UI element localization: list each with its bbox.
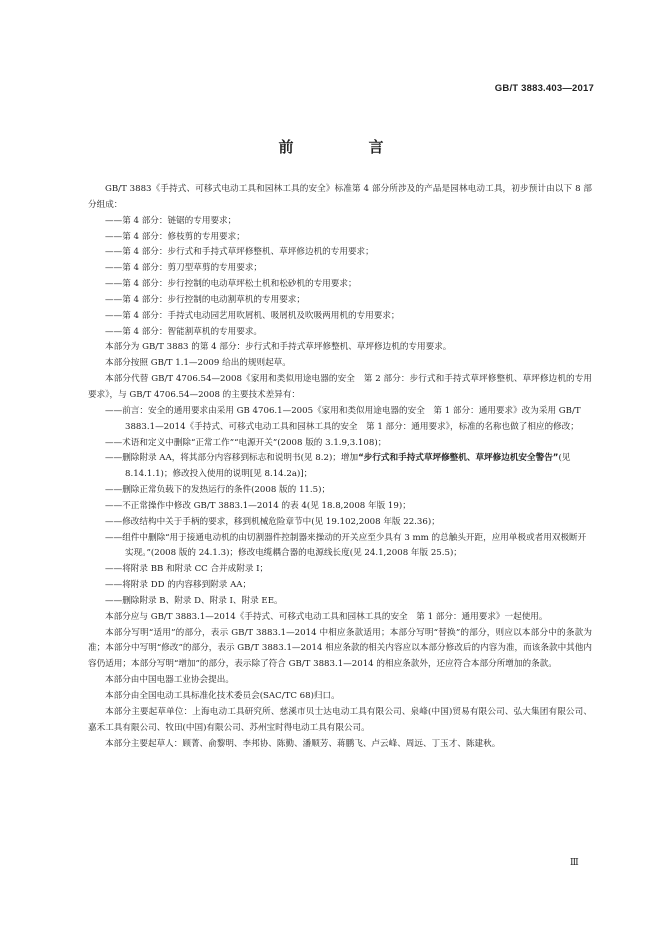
part-item: ——第 4 部分：剪刀型草剪的专用要求； xyxy=(105,263,263,274)
change-item: ——术语和定义中删除“正常工作”“电源开关”(2008 版的 3.1.9,3.108)； xyxy=(105,437,387,448)
part-item: ——第 4 部分：链锯的专用要求； xyxy=(105,215,237,226)
proposed-paragraph: 本部分由中国电器工业协会提出。 xyxy=(105,675,234,686)
relation-paragraph: 本部分应与 GB/T 3883.1—2014《手持式、可移式电动工具和园林工具的安全 第 1 部分：通用要求》一起使用。 xyxy=(105,611,548,622)
change-item: ——修改结构中关于手柄的要求，移到机械危险章节中(见 19.102,2008 年版 22.36)； xyxy=(105,516,440,527)
page-title: 前 言 xyxy=(278,138,414,156)
change-item: ——删除附录 B、附录 D、附录 I、附录 EE。 xyxy=(105,595,283,606)
change-text: (见 8.14.1.1)；修改投入使用的说明[见 8.14.2a)]； xyxy=(125,453,571,480)
change-item: ——不正常操作中修改 GB/T 3883.1—2014 的表 4(见 18.8,2008 年版 19)； xyxy=(105,500,411,511)
foreword-body xyxy=(88,182,592,752)
drafting-orgs-paragraph: 本部分主要起草单位：上海电动工具研究所、慈溪市贝士达电动工具有限公司、泉峰(中国)贸易有限公司、弘大集团有限公司、嘉禾工具有限公司、牧田(中国)有限公司、苏州宝时得电动工具有限公司。 xyxy=(88,706,592,733)
replace-paragraph: 本部分代替 GB/T 4706.54—2008《家用和类似用途电器的安全 第 2 部分：步行式和手持式草坪修整机、草坪修边机的专用要求》，与 GB/T 4706.54—2008 的主要技术差异有： xyxy=(88,374,592,400)
change-item: ——前言：安全的通用要求由采用 GB 4706.1—2005《家用和类似用途电器的安全 第 1 部分：通用要求》改为采用 GB/T 3883.1—2014《手持式、可移式电动工具和园林工具的安全 第 1 部分：通用要求》，标准的名称也做了相应的修改； xyxy=(105,405,581,432)
change-item: ——将附录 BB 和附录 CC 合并成附录 I； xyxy=(105,564,269,575)
part-item: ——第 4 部分：步行控制的电动草坪松土机和松砂机的专用要求； xyxy=(105,279,357,290)
part-item: ——第 4 部分：修枝剪的专用要求； xyxy=(105,231,245,242)
change-item: ——将附录 DD 的内容移到附录 AA； xyxy=(105,580,252,591)
intro-paragraph: GB/T 3883《手持式、可移式电动工具和园林工具的安全》标准第 4 部分所涉及的产品是园林电动工具，初步预计由以下 8 部分组成： xyxy=(88,184,592,210)
document-id: GB/T 3883.403—2017 xyxy=(494,83,594,94)
page-number: Ⅲ xyxy=(570,858,579,868)
rules-paragraph: 本部分按照 GB/T 1.1—2009 给出的规则起草。 xyxy=(105,358,291,369)
part-item: ——第 4 部分：步行控制的电动割草机的专用要求； xyxy=(105,294,305,305)
part-item: ——第 4 部分：智能割草机的专用要求。 xyxy=(105,326,263,337)
this-part-paragraph: 本部分为 GB/T 3883 的第 4 部分：步行式和手持式草坪修整机、草坪修边机的专用要求。 xyxy=(105,342,452,353)
part-item: ——第 4 部分：步行式和手持式草坪修整机、草坪修边机的专用要求； xyxy=(105,247,374,258)
change-text: ——删除附录 AA，将其部分内容移到标志和说明书(见 8.2)；增加 xyxy=(105,453,359,464)
change-item: ——组件中删除“用于接通电动机的由切割器件控制器来操动的开关应至少具有 3 mm 的总触头开距，应用单极或者用双极断开实现。”(2008 版的 24.1.3)；修改电缆耦合器的电源线长度(见 24.1,2008 年版 25.5)； xyxy=(105,532,587,559)
drafters-paragraph: 本部分主要起草人：顾菁、俞黎明、李邦协、陈勤、潘顺芳、蒋鹏飞、卢云峰、周远、丁玉才、陈建秋。 xyxy=(105,738,501,749)
change-item: ——删除正常负载下的发热运行的条件(2008 版的 11.5)； xyxy=(105,485,331,496)
change-text-bold: “步行式和手持式草坪修整机、草坪修边机安全警告” xyxy=(358,453,559,464)
wording-paragraph: 本部分写明“适用”的部分，表示 GB/T 3883.1—2014 中相应条款适用；本部分写明“替换”的部分，则应以本部分中的条款为准；本部分中写明“修改”的部分，表示 GB/T 3883.1—2014 相应条款的相关内容应以本部分修改后的内容为准，而该条款中其他内容仍适用；本部分写明“增加”的部分，表示除了符合 GB/T 3883.1—2014 的相应条款外，还应符合本部分所增加的条款。 xyxy=(88,627,592,670)
change-item xyxy=(88,451,592,483)
part-item: ——第 4 部分：手持式电动园艺用吹屑机、吸屑机及吹吸两用机的专用要求； xyxy=(105,310,400,321)
committee-paragraph: 本部分由全国电动工具标准化技术委员会(SAC/TC 68)归口。 xyxy=(105,691,340,701)
